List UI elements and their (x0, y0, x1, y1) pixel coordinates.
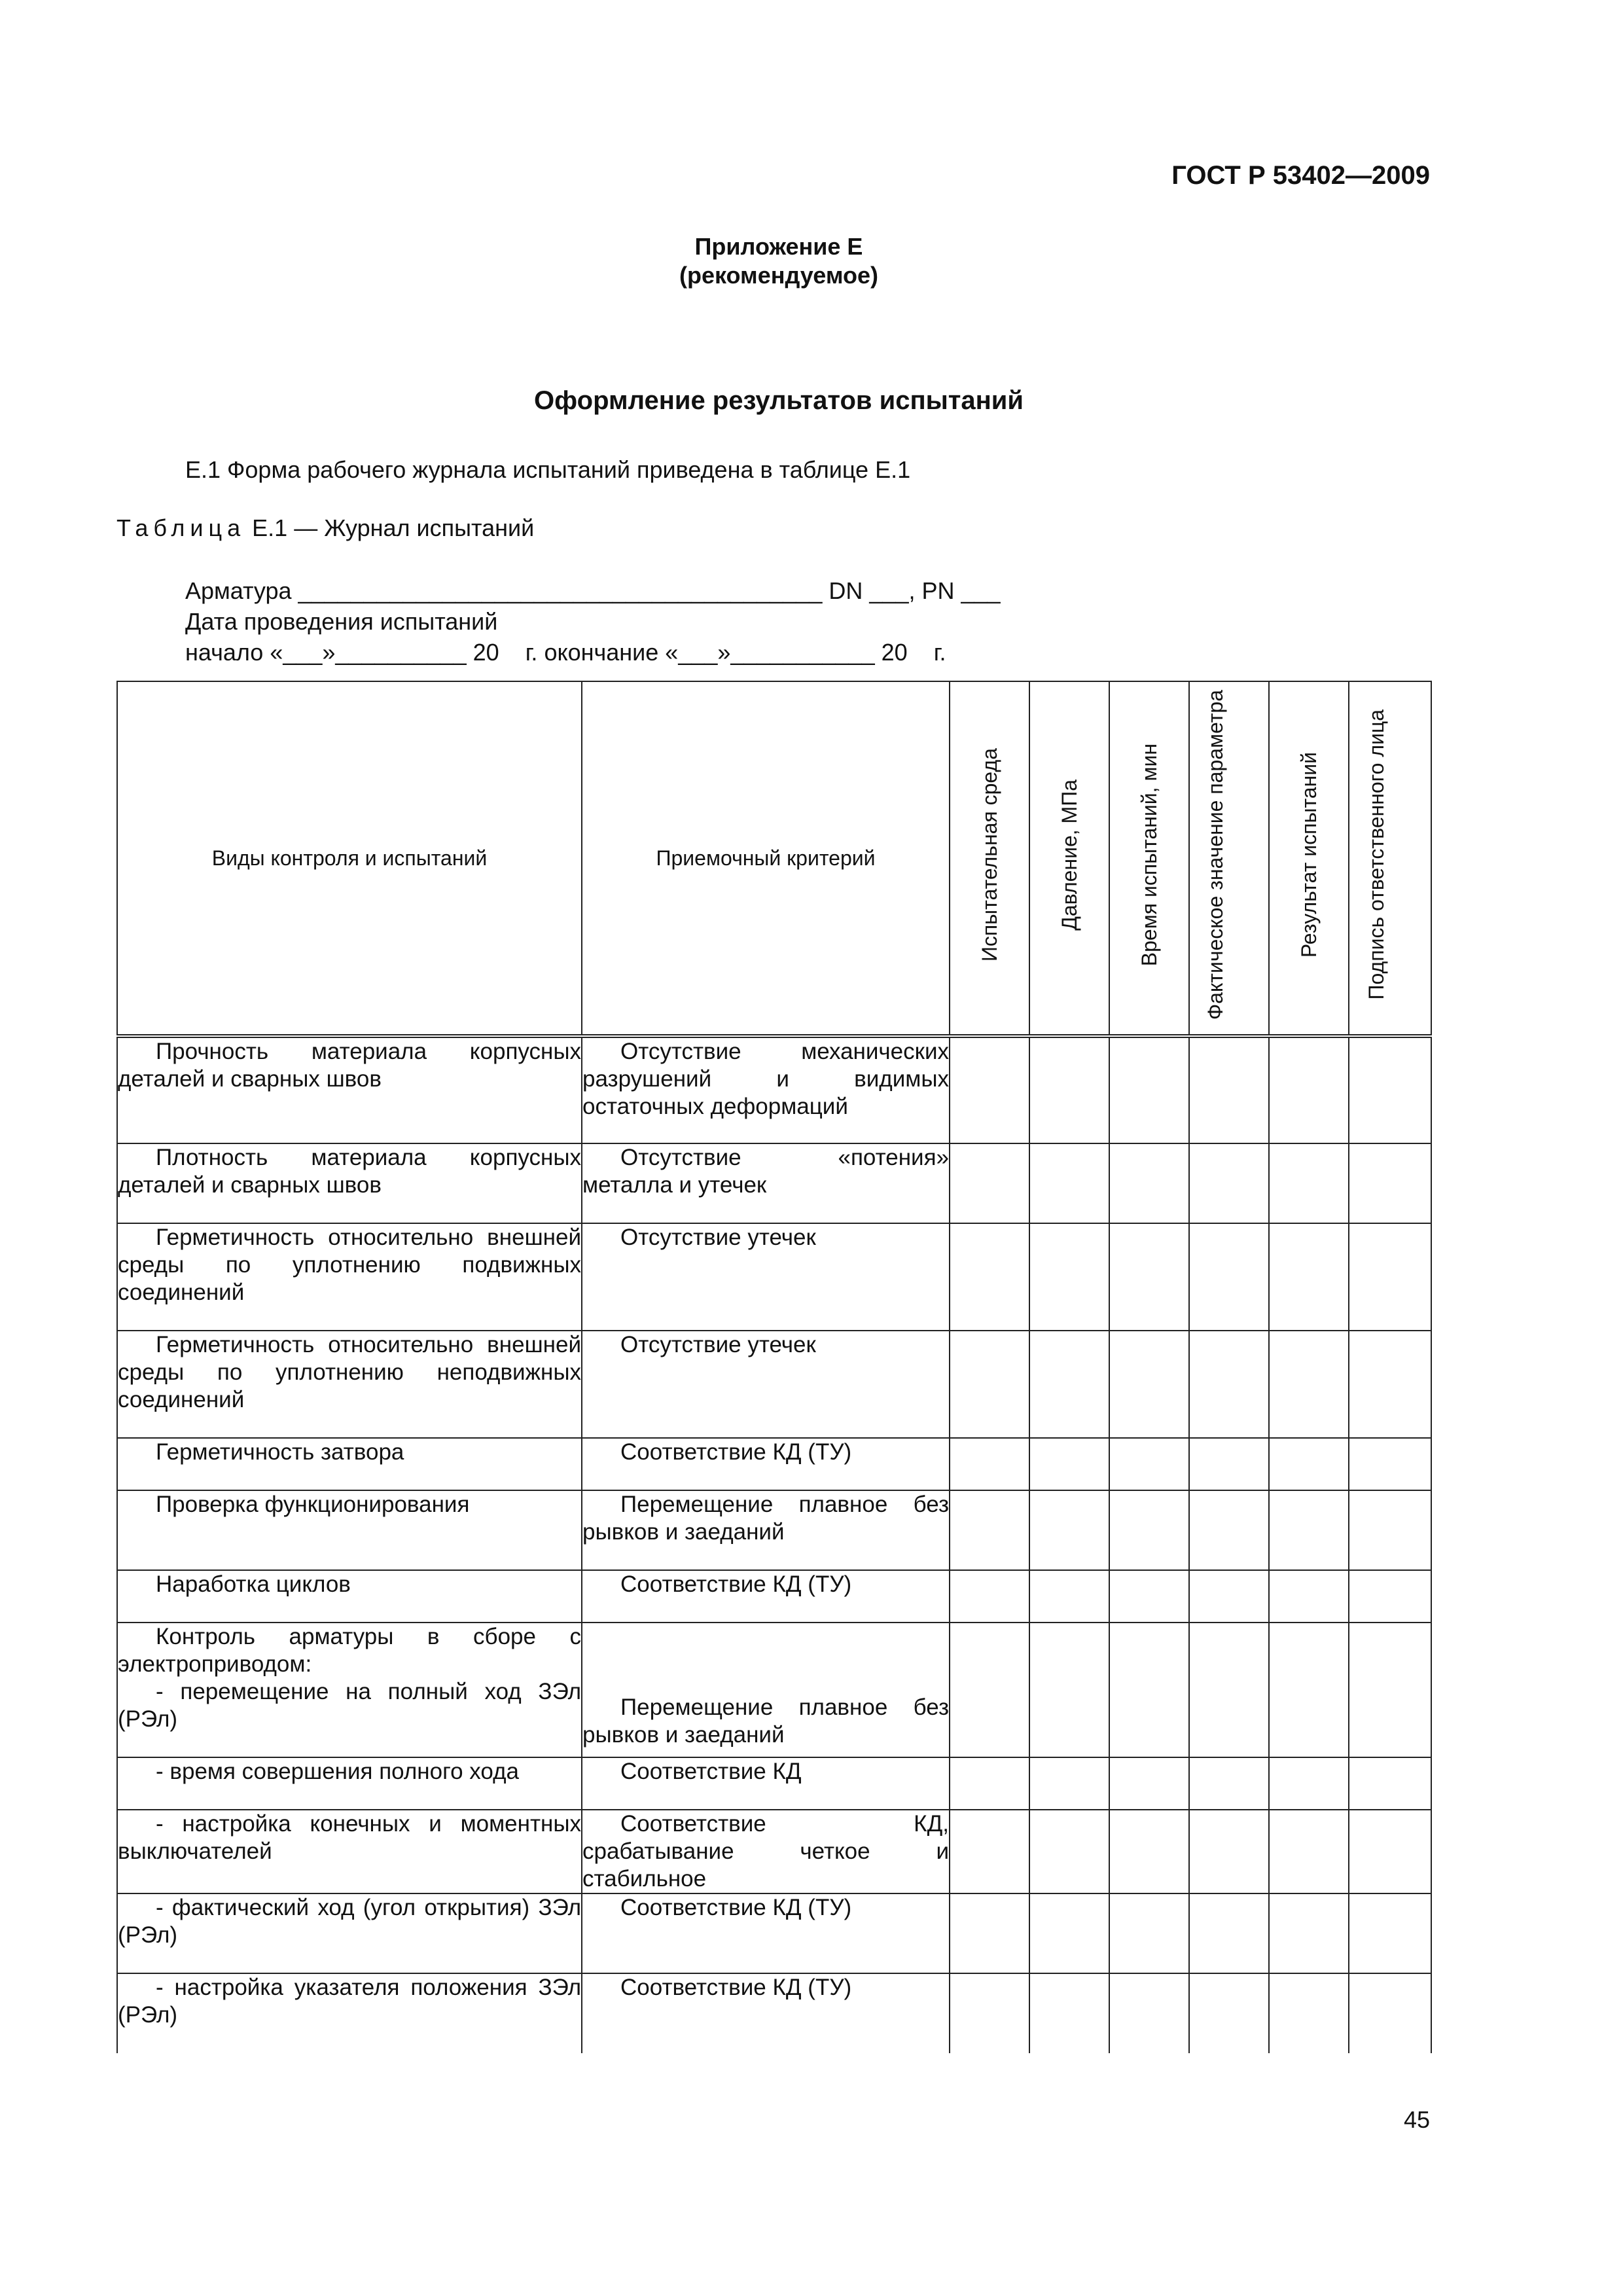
row-kind: Герметичность относительно внешней среды по уплотнению неподвижных соединений (117, 1331, 582, 1438)
table-row (117, 1623, 1431, 1757)
cell-pressure[interactable] (1029, 1893, 1109, 1973)
standard-number: ГОСТ Р 53402—2009 (1171, 161, 1430, 190)
row-criterion: Отсутствие механических разрушений и видимых остаточных деформаций (582, 1036, 950, 1143)
row-kind: - настройка указателя положения ЗЭл (РЭл) (117, 1973, 582, 2053)
cell-medium[interactable] (950, 1438, 1029, 1490)
table-row (117, 1223, 1431, 1331)
cell-actual-value[interactable] (1189, 1036, 1269, 1143)
header-kinds: Виды контроля и испытаний (117, 681, 582, 1036)
table-row (117, 1570, 1431, 1623)
form-line-valve: Арматура ________________________________________ DN ___, PN ___ (185, 577, 1001, 604)
cell-duration[interactable] (1109, 1438, 1189, 1490)
cell-pressure[interactable] (1029, 1757, 1109, 1810)
header-pressure: Давление, МПа (1029, 681, 1109, 1036)
cell-duration[interactable] (1109, 1893, 1189, 1973)
cell-medium[interactable] (950, 1973, 1029, 2053)
cell-duration[interactable] (1109, 1810, 1189, 1893)
row-criterion: Соответствие КД (ТУ) (582, 1973, 950, 2053)
row-criterion: Перемещение плавное без рывков и заеданий (582, 1490, 950, 1570)
table-row (117, 1331, 1431, 1438)
cell-duration[interactable] (1109, 1973, 1189, 2053)
cell-duration[interactable] (1109, 1757, 1189, 1810)
table-row (117, 1757, 1431, 1810)
cell-result[interactable] (1269, 1438, 1349, 1490)
form-line-dates: начало «___»__________ 20 г. окончание «___»___________ 20 г. (185, 639, 946, 666)
cell-pressure[interactable] (1029, 1223, 1109, 1331)
cell-result[interactable] (1269, 1331, 1349, 1438)
cell-duration[interactable] (1109, 1223, 1189, 1331)
cell-actual-value[interactable] (1189, 1757, 1269, 1810)
row-kind: - время совершения полного хода (117, 1757, 582, 1810)
header-actual-value: Фактическое значение параметра (1189, 681, 1269, 1036)
table-row (117, 1810, 1431, 1893)
paragraph-e1: Е.1 Форма рабочего журнала испытаний приведена в таблице Е.1 (185, 456, 911, 483)
cell-signature[interactable] (1349, 1143, 1431, 1223)
cell-signature[interactable] (1349, 1623, 1431, 1757)
cell-medium[interactable] (950, 1331, 1029, 1438)
row-kind: Плотность материала корпусных деталей и сварных швов (117, 1143, 582, 1223)
cell-signature[interactable] (1349, 1223, 1431, 1331)
table-row (117, 1973, 1431, 2053)
row-criterion: Отсутствие «потения» металла и утечек (582, 1143, 950, 1223)
cell-duration[interactable] (1109, 1331, 1189, 1438)
cell-actual-value[interactable] (1189, 1331, 1269, 1438)
cell-result[interactable] (1269, 1143, 1349, 1223)
cell-signature[interactable] (1349, 1570, 1431, 1623)
cell-result[interactable] (1269, 1757, 1349, 1810)
cell-pressure[interactable] (1029, 1331, 1109, 1438)
cell-result[interactable] (1269, 1036, 1349, 1143)
cell-medium[interactable] (950, 1623, 1029, 1757)
row-criterion: Соответствие КД, срабатывание четкое и стабильное (582, 1810, 950, 1893)
header-medium: Испытательная среда (950, 681, 1029, 1036)
cell-pressure[interactable] (1029, 1143, 1109, 1223)
table-row (117, 1438, 1431, 1490)
row-kind: Наработка циклов (117, 1570, 582, 1623)
cell-actual-value[interactable] (1189, 1143, 1269, 1223)
cell-actual-value[interactable] (1189, 1490, 1269, 1570)
cell-signature[interactable] (1349, 1893, 1431, 1973)
row-criterion: Соответствие КД (ТУ) (582, 1893, 950, 1973)
row-kind: Прочность материала корпусных деталей и сварных швов (117, 1036, 582, 1143)
cell-result[interactable] (1269, 1810, 1349, 1893)
row-criterion: Соответствие КД (582, 1757, 950, 1810)
cell-medium[interactable] (950, 1810, 1029, 1893)
cell-signature[interactable] (1349, 1757, 1431, 1810)
test-journal-table (116, 681, 1432, 2053)
table-row (117, 1143, 1431, 1223)
cell-actual-value[interactable] (1189, 1223, 1269, 1331)
cell-result[interactable] (1269, 1893, 1349, 1973)
cell-duration[interactable] (1109, 1143, 1189, 1223)
header-result: Результат испытаний (1269, 681, 1349, 1036)
table-row (117, 1490, 1431, 1570)
cell-signature[interactable] (1349, 1036, 1431, 1143)
cell-pressure[interactable] (1029, 1490, 1109, 1570)
cell-result[interactable] (1269, 1570, 1349, 1623)
cell-actual-value[interactable] (1189, 1893, 1269, 1973)
row-kind: Герметичность относительно внешней среды по уплотнению подвижных соединений (117, 1223, 582, 1331)
cell-result[interactable] (1269, 1490, 1349, 1570)
cell-medium[interactable] (950, 1036, 1029, 1143)
row-kind: - настройка конечных и моментных выключателей (117, 1810, 582, 1893)
row-kind: Герметичность затвора (117, 1438, 582, 1490)
cell-signature[interactable] (1349, 1490, 1431, 1570)
table-row (117, 1893, 1431, 1973)
cell-duration[interactable] (1109, 1570, 1189, 1623)
cell-medium[interactable] (950, 1570, 1029, 1623)
table-caption-text: Е.1 — Журнал испытаний (245, 514, 535, 541)
table-row (117, 1036, 1431, 1143)
annex-title: Приложение Е (694, 233, 863, 260)
cell-signature[interactable] (1349, 1810, 1431, 1893)
cell-signature[interactable] (1349, 1438, 1431, 1490)
cell-medium[interactable] (950, 1757, 1029, 1810)
section-heading: Оформление результатов испытаний (534, 386, 1024, 415)
row-criterion: Отсутствие утечек (582, 1223, 950, 1331)
form-line-date-label: Дата проведения испытаний (185, 608, 498, 635)
cell-actual-value[interactable] (1189, 1973, 1269, 2053)
cell-pressure[interactable] (1029, 1973, 1109, 2053)
cell-medium[interactable] (950, 1490, 1029, 1570)
header-signature: Подпись ответственного лица (1349, 681, 1431, 1036)
cell-duration[interactable] (1109, 1623, 1189, 1757)
cell-pressure[interactable] (1029, 1570, 1109, 1623)
header-duration: Время испытаний, мин (1109, 681, 1189, 1036)
cell-medium[interactable] (950, 1143, 1029, 1223)
table-caption (116, 514, 534, 542)
cell-result[interactable] (1269, 1973, 1349, 2053)
cell-actual-value[interactable] (1189, 1570, 1269, 1623)
cell-actual-value[interactable] (1189, 1438, 1269, 1490)
cell-pressure[interactable] (1029, 1036, 1109, 1143)
cell-pressure[interactable] (1029, 1810, 1109, 1893)
cell-pressure[interactable] (1029, 1623, 1109, 1757)
page-number: 45 (1403, 2106, 1430, 2133)
row-criterion: Соответствие КД (ТУ) (582, 1438, 950, 1490)
cell-actual-value[interactable] (1189, 1623, 1269, 1757)
cell-duration[interactable] (1109, 1490, 1189, 1570)
row-criterion: Перемещение плавное без рывков и заеданий (582, 1623, 950, 1757)
cell-result[interactable] (1269, 1623, 1349, 1757)
row-kind: Проверка функционирования (117, 1490, 582, 1570)
cell-pressure[interactable] (1029, 1438, 1109, 1490)
cell-signature[interactable] (1349, 1973, 1431, 2053)
annex-status: (рекомендуемое) (679, 262, 878, 289)
row-criterion: Отсутствие утечек (582, 1331, 950, 1438)
row-kind (117, 1623, 582, 1757)
cell-actual-value[interactable] (1189, 1810, 1269, 1893)
cell-signature[interactable] (1349, 1331, 1431, 1438)
row-criterion: Соответствие КД (ТУ) (582, 1570, 950, 1623)
row-kind-item: - перемещение на полный ход ЗЭл (РЭл) (118, 1679, 581, 1732)
cell-result[interactable] (1269, 1223, 1349, 1331)
row-kind-intro: Контроль арматуры в сборе с электроприводом: (118, 1624, 581, 1677)
cell-medium[interactable] (950, 1893, 1029, 1973)
row-kind: - фактический ход (угол открытия) ЗЭл (РЭл) (117, 1893, 582, 1973)
table-header-row (117, 681, 1431, 1036)
cell-duration[interactable] (1109, 1036, 1189, 1143)
header-criterion: Приемочный критерий (582, 681, 950, 1036)
table-caption-prefix: Таблица (116, 514, 246, 541)
cell-medium[interactable] (950, 1223, 1029, 1331)
